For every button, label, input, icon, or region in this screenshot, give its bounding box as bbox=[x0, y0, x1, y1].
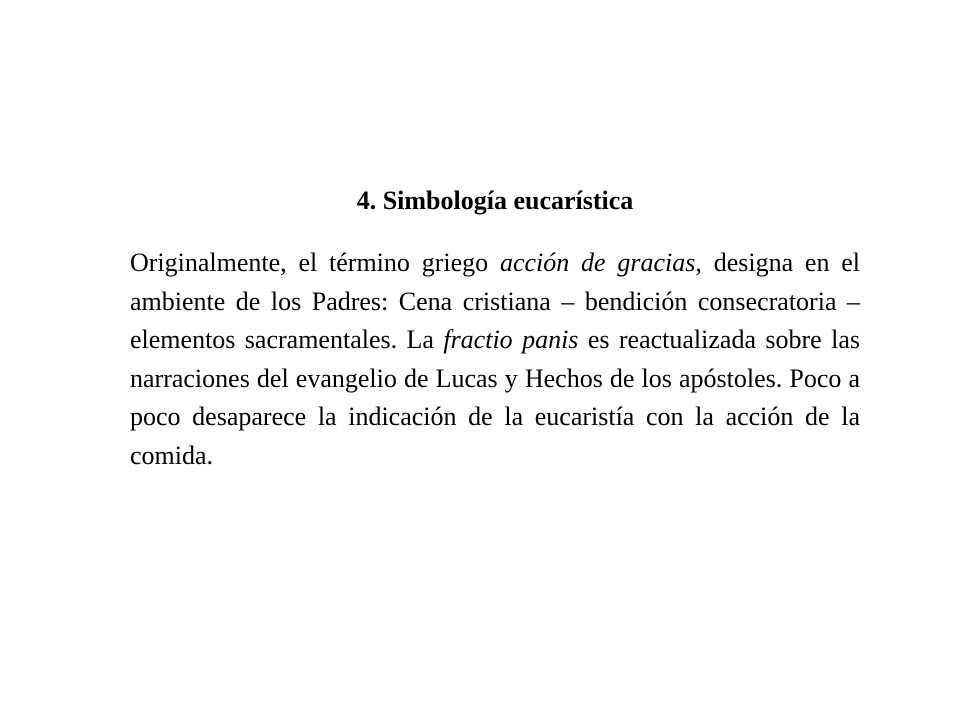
section-heading: 4. Simbología eucarística bbox=[356, 186, 634, 215]
paragraph-text-2: , designa en el ambiente de los Padres: Cena cristiana – bendición consecratoria – elementos sacramentales. La bbox=[130, 248, 861, 354]
italic-term-accion-de-gracias: acción de gracias bbox=[499, 248, 696, 277]
paragraph-text-3: es reactualizada sobre las narraciones del evangelio de Lucas y Hechos de los apóstoles. Poco a poco desaparece la indicación de la eucaristía con la acción de la comida. bbox=[130, 325, 860, 470]
body-paragraph bbox=[130, 244, 860, 475]
italic-term-fractio-panis: fractio panis bbox=[443, 325, 579, 354]
paragraph-text-1: Originalmente, el término griego bbox=[130, 248, 500, 277]
